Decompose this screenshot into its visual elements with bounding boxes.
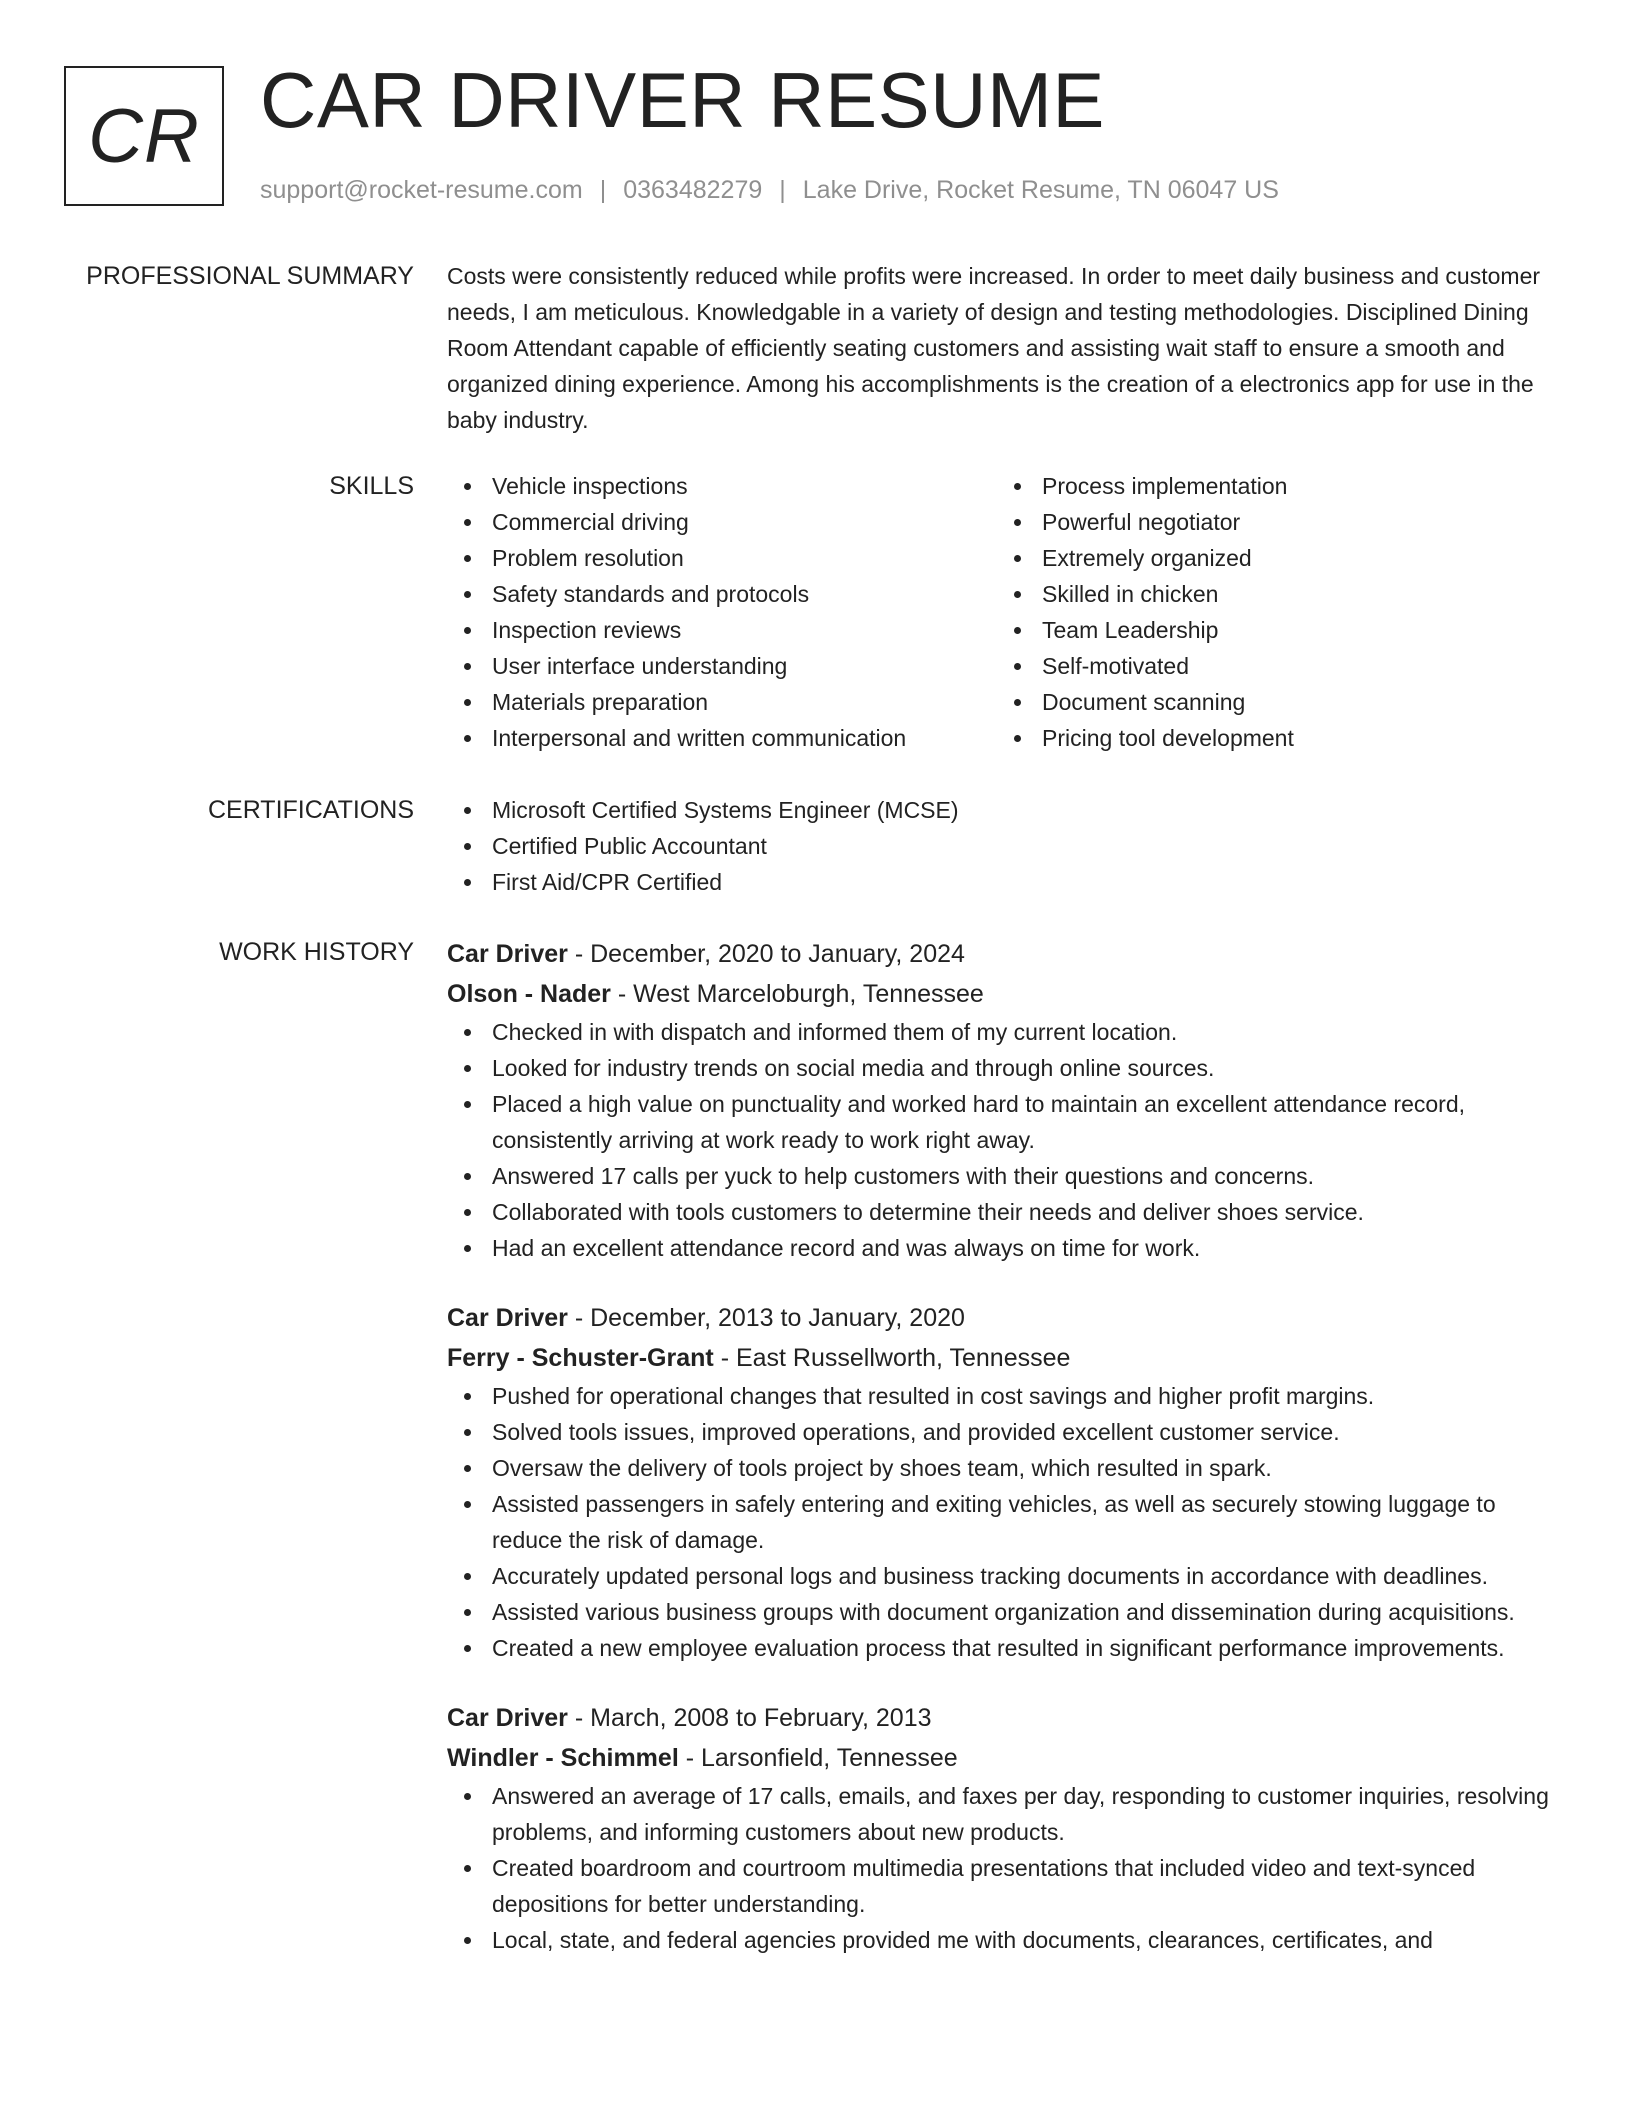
job-title-line [447, 934, 1565, 974]
section-label-summary: PROFESSIONAL SUMMARY [86, 262, 414, 290]
job-title: Car Driver [447, 940, 568, 968]
certifications-body [447, 792, 1565, 900]
skill-item: Interpersonal and written communication [447, 720, 997, 756]
job-title: Car Driver [447, 1304, 568, 1332]
job-bullet: Checked in with dispatch and informed them of my current location. [447, 1014, 1565, 1050]
job-bullet: Answered an average of 17 calls, emails, and faxes per day, responding to customer inquiries, resolving problems, and informing customers about new products. [447, 1778, 1565, 1850]
skill-item: Extremely organized [997, 540, 1547, 576]
job-company: Olson - Nader [447, 980, 611, 1008]
skill-item: Self-motivated [997, 648, 1547, 684]
skill-item: Powerful negotiator [997, 504, 1547, 540]
job-company-line [447, 1738, 1565, 1778]
skill-item: Vehicle inspections [447, 468, 997, 504]
job-bullet: Oversaw the delivery of tools project by shoes team, which resulted in spark. [447, 1450, 1565, 1486]
job-bullet: Assisted passengers in safely entering and exiting vehicles, as well as securely stowing luggage to reduce the risk of damage. [447, 1486, 1565, 1558]
job-bullet: Local, state, and federal agencies provided me with documents, clearances, certificates, and [447, 1922, 1565, 1958]
summary-text: Costs were consistently reduced while profits were increased. In order to meet daily business and customer needs, I am meticulous. Knowledgable in a variety of design and testing methodologies. Disciplined Dining Room Attendant capable of efficiently seating customers and assisting wait staff to ensure a smooth and organized dining experience. Among his accomplishments is the creation of a electronics app for use in the baby industry. [447, 263, 1541, 433]
job-bullet: Had an excellent attendance record and was always on time for work. [447, 1230, 1565, 1266]
job-bullet-list [447, 1778, 1565, 1958]
contact-line [260, 176, 1279, 205]
certification-item: Certified Public Accountant [447, 828, 1565, 864]
skill-item: Skilled in chicken [997, 576, 1547, 612]
skill-item: Safety standards and protocols [447, 576, 997, 612]
job-entry [447, 1298, 1565, 1666]
certifications-list [447, 792, 1565, 900]
job-bullet: Pushed for operational changes that resulted in cost savings and higher profit margins. [447, 1378, 1565, 1414]
job-company-line [447, 974, 1565, 1014]
skill-item: Materials preparation [447, 684, 997, 720]
contact-address: Lake Drive, Rocket Resume, TN 06047 US [802, 176, 1279, 204]
job-title: Car Driver [447, 1704, 568, 1732]
job-dates: - December, 2013 to January, 2020 [567, 1304, 965, 1332]
job-bullet: Created a new employee evaluation process that resulted in significant performance improvements. [447, 1630, 1565, 1666]
job-dates: - March, 2008 to February, 2013 [567, 1704, 932, 1732]
job-company: Windler - Schimmel [447, 1744, 679, 1772]
job-company-line [447, 1338, 1565, 1378]
resume-title: CAR DRIVER RESUME [260, 56, 1105, 144]
job-location: - East Russellworth, Tennessee [713, 1344, 1071, 1372]
job-bullet: Created boardroom and courtroom multimedia presentations that included video and text-synced depositions for better understanding. [447, 1850, 1565, 1922]
skill-item: Inspection reviews [447, 612, 997, 648]
job-bullet-list [447, 1014, 1565, 1266]
certification-item: First Aid/CPR Certified [447, 864, 1565, 900]
job-dates: - December, 2020 to January, 2024 [567, 940, 965, 968]
monogram-logo: CR [64, 66, 224, 206]
job-bullet: Solved tools issues, improved operations, and provided excellent customer service. [447, 1414, 1565, 1450]
section-label-work-history: WORK HISTORY [219, 938, 414, 966]
skill-item: Pricing tool development [997, 720, 1547, 756]
contact-email[interactable]: support@rocket-resume.com [260, 176, 583, 204]
section-label-certifications: CERTIFICATIONS [207, 796, 414, 824]
skill-item: Problem resolution [447, 540, 997, 576]
work-history-body [447, 934, 1565, 1990]
job-entry [447, 1698, 1565, 1958]
skill-item: Document scanning [997, 684, 1547, 720]
job-bullet: Collaborated with tools customers to determine their needs and deliver shoes service. [447, 1194, 1565, 1230]
skill-item: User interface understanding [447, 648, 997, 684]
job-title-line [447, 1298, 1565, 1338]
skills-list-right [997, 468, 1547, 756]
section-label-skills: SKILLS [329, 472, 414, 500]
job-company: Ferry - Schuster-Grant [447, 1344, 714, 1372]
job-bullet: Answered 17 calls per yuck to help customers with their questions and concerns. [447, 1158, 1565, 1194]
skill-item: Team Leadership [997, 612, 1547, 648]
summary-body [447, 258, 1565, 438]
job-entry [447, 934, 1565, 1266]
job-title-line [447, 1698, 1565, 1738]
skills-body [447, 468, 1565, 756]
job-bullet: Accurately updated personal logs and business tracking documents in accordance with deadlines. [447, 1558, 1565, 1594]
job-bullet: Assisted various business groups with document organization and dissemination during acquisitions. [447, 1594, 1565, 1630]
contact-separator: | [599, 176, 607, 204]
skill-item: Commercial driving [447, 504, 997, 540]
job-bullet: Placed a high value on punctuality and worked hard to maintain an excellent attendance record, consistently arriving at work ready to work right away. [447, 1086, 1565, 1158]
job-location: - West Marceloburgh, Tennessee [610, 980, 984, 1008]
skills-list-left [447, 468, 997, 756]
certification-item: Microsoft Certified Systems Engineer (MCSE) [447, 792, 1565, 828]
job-bullet: Looked for industry trends on social media and through online sources. [447, 1050, 1565, 1086]
contact-phone[interactable]: 0363482279 [623, 176, 763, 204]
job-location: - Larsonfield, Tennessee [678, 1744, 958, 1772]
job-bullet-list [447, 1378, 1565, 1666]
skill-item: Process implementation [997, 468, 1547, 504]
contact-separator: | [779, 176, 786, 204]
